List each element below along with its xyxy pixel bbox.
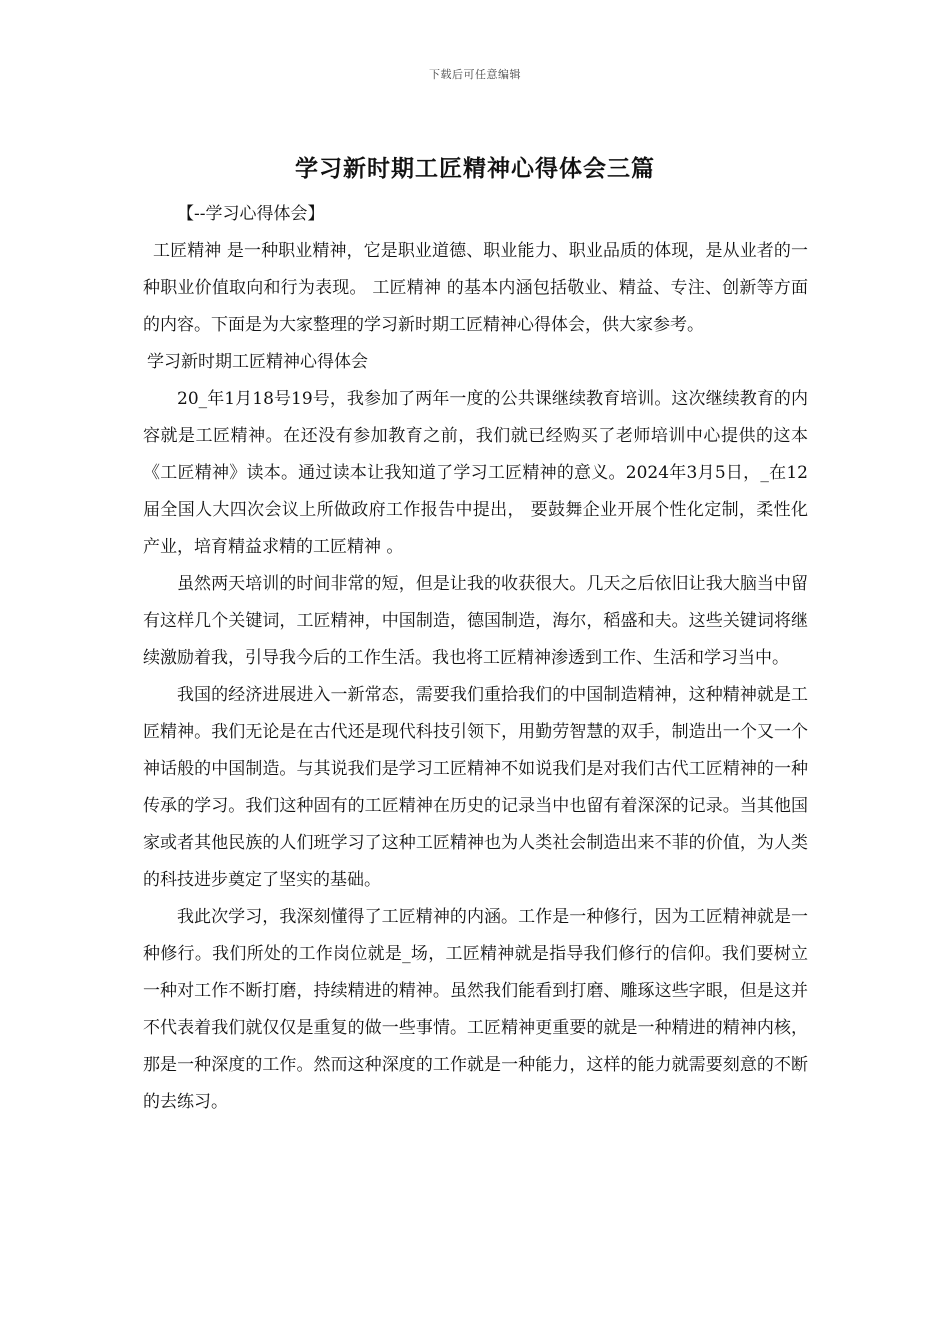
intro-paragraph: 工匠精神 是一种职业精神，它是职业道德、职业能力、职业品质的体现，是从业者的一种职业价值取向和行为表现。 工匠精神 的基本内涵包括敬业、精益、专注、创新等方面的内容。下面是为大家整理的学习新时期工匠精神心得体会，供大家参考。: [143, 241, 808, 335]
document-body: [143, 196, 808, 1121]
header-note: 下载后可任意编辑: [429, 68, 521, 81]
document-title: 学习新时期工匠精神心得体会三篇: [295, 155, 655, 182]
category-tag: 【--学习心得体会】: [177, 204, 325, 224]
body-paragraph: 我此次学习，我深刻懂得了工匠精神的内涵。工作是一种修行，因为工匠精神就是一种修行。我们所处的工作岗位就是_场，工匠精神就是指导我们修行的信仰。我们要树立一种对工作不断打磨，持续精进的精神。虽然我们能看到打磨、雕琢这些字眼，但是这并不代表着我们就仅仅是重复的做一些事情。工匠精神更重要的就是一种精进的精神内核，那是一种深度的工作。然而这种深度的工作就是一种能力，这样的能力就需要刻意的不断的去练习。: [143, 907, 808, 1112]
body-paragraph: 20_年1月18号19号，我参加了两年一度的公共课继续教育培训。这次继续教育的内容就是工匠精神。在还没有参加教育之前，我们就已经购买了老师培训中心提供的这本《工匠精神》读本。通过读本让我知道了学习工匠精神的意义。2024年3月5日，_在12届全国人大四次会议上所做政府工作报告中提出， 要鼓舞企业开展个性化定制，柔性化产业，培育精益求精的工匠精神 。: [143, 389, 808, 557]
section-subtitle: 学习新时期工匠精神心得体会: [147, 352, 368, 372]
body-paragraph: 我国的经济进展进入一新常态，需要我们重拾我们的中国制造精神，这种精神就是工匠精神。我们无论是在古代还是现代科技引领下，用勤劳智慧的双手，制造出一个又一个神话般的中国制造。与其说我们是学习工匠精神不如说我们是对我们古代工匠精神的一种传承的学习。我们这种固有的工匠精神在历史的记录当中也留有着深深的记录。当其他国家或者其他民族的人们班学习了这种工匠精神也为人类社会制造出来不菲的价值，为人类的科技进步奠定了坚实的基础。: [143, 685, 808, 890]
body-paragraph: 虽然两天培训的时间非常的短，但是让我的收获很大。几天之后依旧让我大脑当中留有这样几个关键词，工匠精神，中国制造，德国制造，海尔，稻盛和夫。这些关键词将继续激励着我，引导我今后的工作生活。我也将工匠精神渗透到工作、生活和学习当中。: [143, 574, 808, 668]
